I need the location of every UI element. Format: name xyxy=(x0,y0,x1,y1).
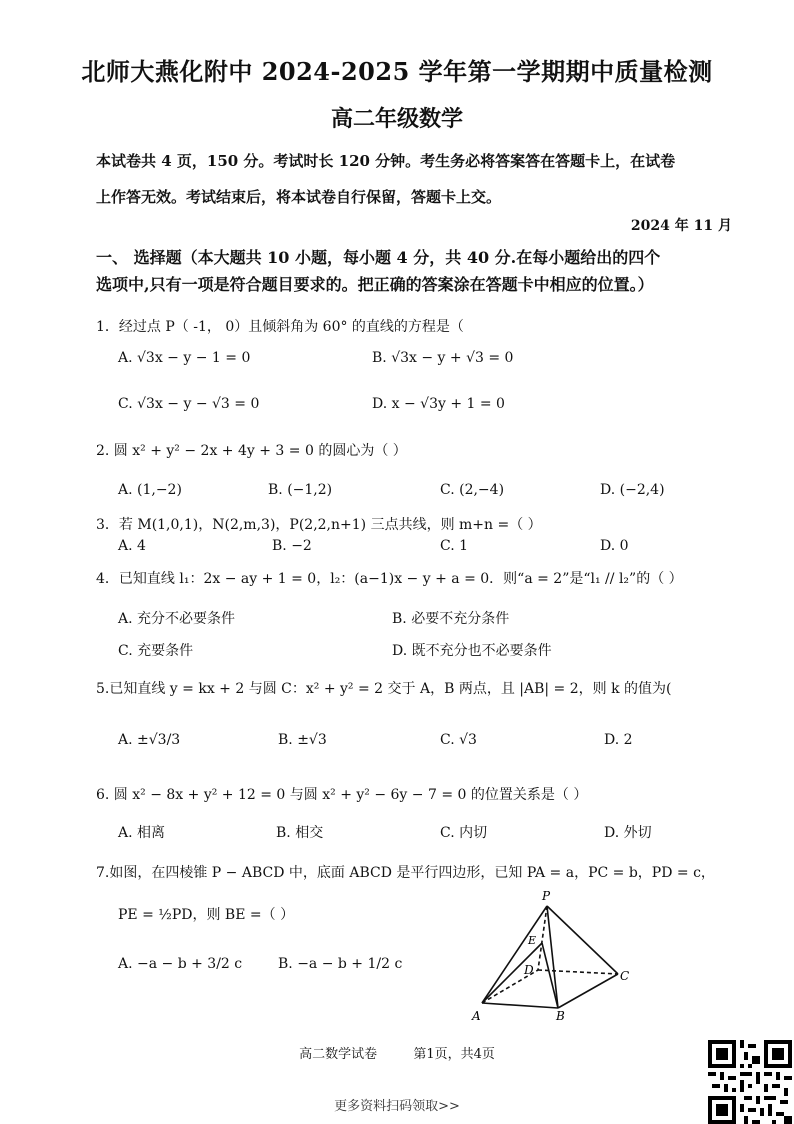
figure-label-b: B xyxy=(556,1009,565,1023)
qr-code-icon xyxy=(708,1040,792,1124)
question-7-stem: 7.如图，在四棱锥 P − ABCD 中，底面 ABCD 是平行四边形，已知 PA = a，PC = b，PD = c， xyxy=(96,865,715,881)
question-2-option-c: C. (2,−4) xyxy=(440,482,505,498)
figure-label-a: A xyxy=(472,1009,481,1023)
question-1-option-a: A. √3x − y − 1 = 0 xyxy=(118,350,251,366)
more-resources-link[interactable]: 更多资料扫码领取>> xyxy=(334,1099,460,1114)
question-1-option-d: D. x − √3y + 1 = 0 xyxy=(372,396,505,412)
section-heading-line-2: 选项中,只有一项是符合题目要求的。把正确的答案涂在答题卡中相应的位置。） xyxy=(96,275,654,294)
question-6-option-a: A. 相离 xyxy=(118,825,166,841)
figure-label-p: P xyxy=(542,889,551,903)
question-2-option-a: A. (1,−2) xyxy=(118,482,182,498)
exam-date: 2024 年 11 月 xyxy=(630,218,732,234)
question-4-option-b: B. 必要不充分条件 xyxy=(392,611,510,627)
intro-line-1: 本试卷共 4 页，150 分。考试时长 120 分钟。考生务必将答案答在答题卡上，在试卷 xyxy=(96,152,676,170)
question-3-option-a: A. 4 xyxy=(118,538,146,554)
question-3-option-b: B. −2 xyxy=(272,538,312,554)
question-5-option-c: C. √3 xyxy=(440,732,477,748)
question-3-stem: 3．若 M(1,0,1)，N(2,m,3)，P(2,2,n+1) 三点共线，则 m+n =（ ） xyxy=(96,517,542,533)
question-2-option-d: D. (−2,4) xyxy=(600,482,665,498)
question-3-option-c: C. 1 xyxy=(440,538,469,554)
question-5-stem: 5.已知直线 y = kx + 2 与圆 C：x² + y² = 2 交于 A，B 两点，且 |AB| = 2，则 k 的值为( xyxy=(96,681,672,697)
question-4-stem: 4．已知直线 l₁：2x − ay + 1 = 0，l₂：(a−1)x − y + a = 0．则“a = 2”是“l₁ // l₂”的（ ） xyxy=(96,571,683,587)
question-1-stem: 1．经过点 P（ -1， 0）且倾斜角为 60° 的直线的方程是（ xyxy=(96,319,464,335)
figure-label-d: D xyxy=(524,963,534,977)
question-1-option-b: B. √3x − y + √3 = 0 xyxy=(372,350,514,366)
question-3-option-d: D. 0 xyxy=(600,538,629,554)
question-2-stem: 2. 圆 x² + y² − 2x + 4y + 3 = 0 的圆心为（ ） xyxy=(96,443,407,459)
figure-label-e: E xyxy=(528,934,537,947)
question-1-option-c: C. √3x − y − √3 = 0 xyxy=(118,396,260,412)
question-6-option-c: C. 内切 xyxy=(440,825,488,841)
question-5-option-a: A. ±√3/3 xyxy=(118,732,181,748)
question-2-option-b: B. (−1,2) xyxy=(268,482,333,498)
question-4-option-c: C. 充要条件 xyxy=(118,643,194,659)
question-6-option-d: D. 外切 xyxy=(604,825,652,841)
question-7-option-b: B. −a − b + 1/2 c xyxy=(278,956,403,972)
question-6-option-b: B. 相交 xyxy=(276,825,324,841)
question-5-option-b: B. ±√3 xyxy=(278,732,327,748)
exam-title: 北师大燕化附中 2024-2025 学年第一学期期中质量检测 xyxy=(81,57,713,86)
question-4-option-d: D. 既不充分也不必要条件 xyxy=(392,643,552,659)
page-info: 第1页，共4页 xyxy=(413,1047,495,1062)
question-6-stem: 6. 圆 x² − 8x + y² + 12 = 0 与圆 x² + y² − 6y − 7 = 0 的位置关系是（ ） xyxy=(96,787,588,803)
figure-label-c: C xyxy=(620,969,630,983)
intro-line-2: 上作答无效。考试结束后，将本试卷自行保留，答题卡上交。 xyxy=(96,188,502,206)
question-4-option-a: A. 充分不必要条件 xyxy=(118,611,236,627)
question-5-option-d: D. 2 xyxy=(604,732,633,748)
section-heading-line-1: 一、 选择题（本大题共 10 小题，每小题 4 分，共 40 分.在每小题给出的四个 xyxy=(96,248,661,267)
paper-name: 高二数学试卷 xyxy=(299,1047,378,1062)
pyramid-figure xyxy=(470,888,640,1023)
page-footer xyxy=(0,1043,794,1062)
question-7-stem-2: PE = ½PD，则 BE =（ ） xyxy=(118,907,295,923)
question-7-option-a: A. −a − b + 3/2 c xyxy=(118,956,243,972)
exam-subtitle: 高二年级数学 xyxy=(330,106,463,132)
